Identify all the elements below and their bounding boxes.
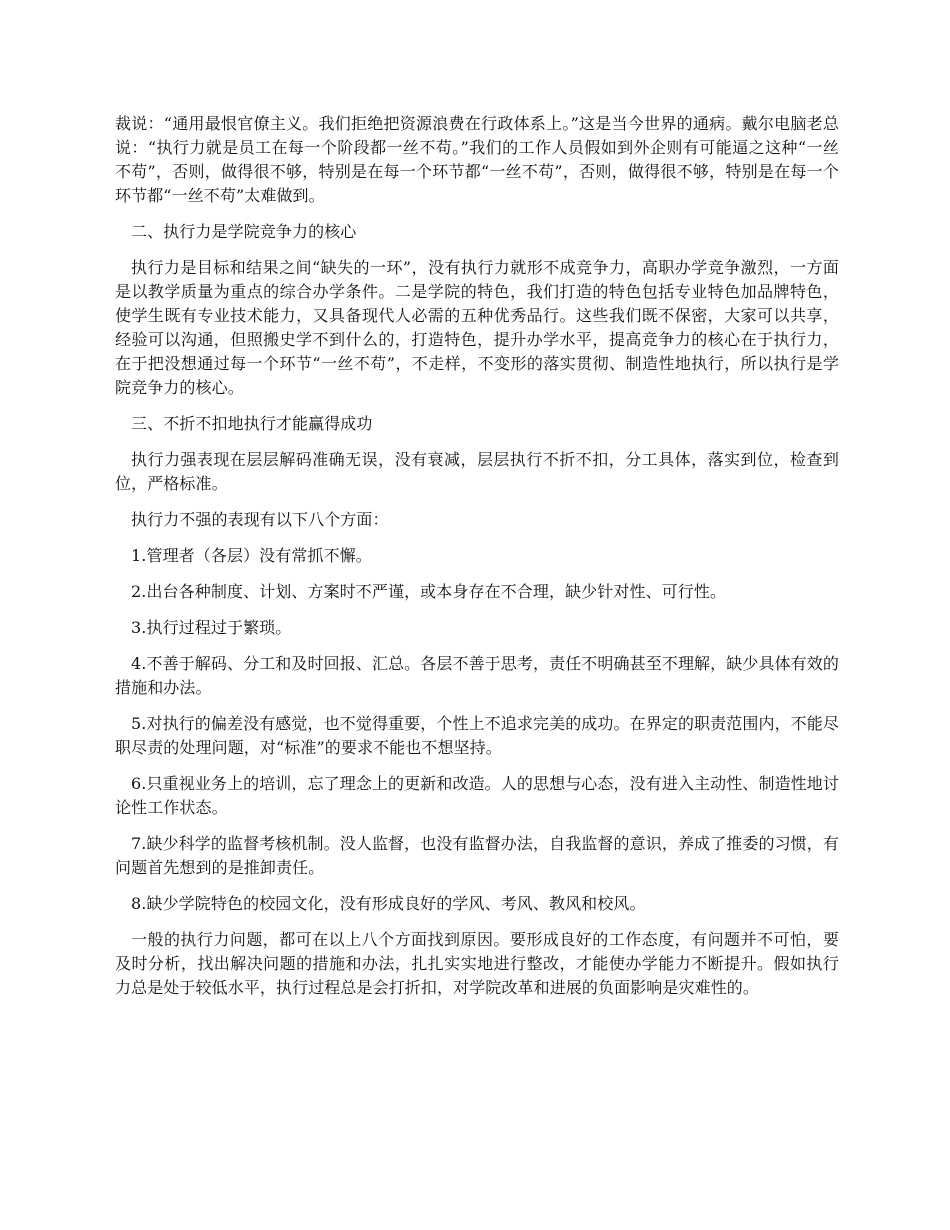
list-item-6: 6.只重视业务上的培训，忘了理念上的更新和改造。人的思想与心态，没有进入主动性、制造性地讨论性工作状态。 bbox=[115, 774, 839, 817]
list-item-4: 4.不善于解码、分工和及时回报、汇总。各层不善于思考，责任不明确甚至不理解，缺少具体有效的措施和办法。 bbox=[115, 654, 839, 697]
document-body bbox=[115, 112, 839, 1012]
list-item-2: 2.出台各种制度、计划、方案时不严谨，或本身存在不合理，缺少针对性、可行性。 bbox=[131, 582, 727, 601]
section-heading-2: 二、执行力是学院竞争力的核心 bbox=[131, 222, 357, 241]
list-item-7: 7.缺少科学的监督考核机制。没人监督，也没有监督办法，自我监督的意识，养成了推委的习惯，有问题首先想到的是推卸责任。 bbox=[115, 834, 839, 877]
section-heading-3: 三、不折不扣地执行才能赢得成功 bbox=[131, 414, 373, 433]
paragraph-strong-execution: 执行力强表现在层层解码准确无误，没有衰减，层层执行不折不扣，分工具体，落实到位，检查到位，严格标准。 bbox=[115, 450, 839, 493]
paragraph-section-2: 执行力是目标和结果之间“缺失的一环”，没有执行力就形不成竞争力，高职办学竞争激烈，一方面是以教学质量为重点的综合办学条件。二是学院的特色，我们打造的特色包括专业特色加品牌特色，使学生既有专业技术能力，又具备现代人必需的五种优秀品行。这些我们既不保密，大家可以共享，经验可以沟通，但照搬史学不到什么的，打造特色，提升办学水平，提高竞争力的核心在于执行力，在于把没想通过每一个环节“一丝不苟”，不走样，不变形的落实贯彻、制造性地执行，所以执行是学院竞争力的核心。 bbox=[115, 258, 839, 397]
paragraph-conclusion: 一般的执行力问题，都可在以上八个方面找到原因。要形成良好的工作态度，有问题并不可怕，要及时分析，找出解决问题的措施和办法，扎扎实实地进行整改，才能使办学能力不断提升。假如执行力总是处于较低水平，执行过程总是会打折扣，对学院改革和进展的负面影响是灾难性的。 bbox=[115, 930, 839, 997]
list-item-5: 5.对执行的偏差没有感觉，也不觉得重要，个性上不追求完美的成功。在界定的职责范围内，不能尽职尽责的处理问题，对“标准”的要求不能也不想坚持。 bbox=[115, 714, 839, 757]
paragraph-eight-aspects-intro: 执行力不强的表现有以下八个方面： bbox=[131, 510, 389, 529]
list-item-1: 1.管理者（各层）没有常抓不懈。 bbox=[131, 546, 372, 565]
paragraph-intro: 裁说：“通用最恨官僚主义。我们拒绝把资源浪费在行政体系上。”这是当今世界的通病。戴尔电脑老总说：“执行力就是员工在每一个阶段都一丝不苟。”我们的工作人员假如到外企则有可能逼之这种“一丝不苟”，否则，做得很不够，特别是在每一个环节都“一丝不苟”，否则，做得很不够，特别是在每一个环节都“一丝不苟”太难做到。 bbox=[115, 114, 839, 205]
list-item-8: 8.缺少学院特色的校园文化，没有形成良好的学风、考风、教风和校风。 bbox=[131, 894, 646, 913]
list-item-3: 3.执行过程过于繁琐。 bbox=[131, 618, 292, 637]
